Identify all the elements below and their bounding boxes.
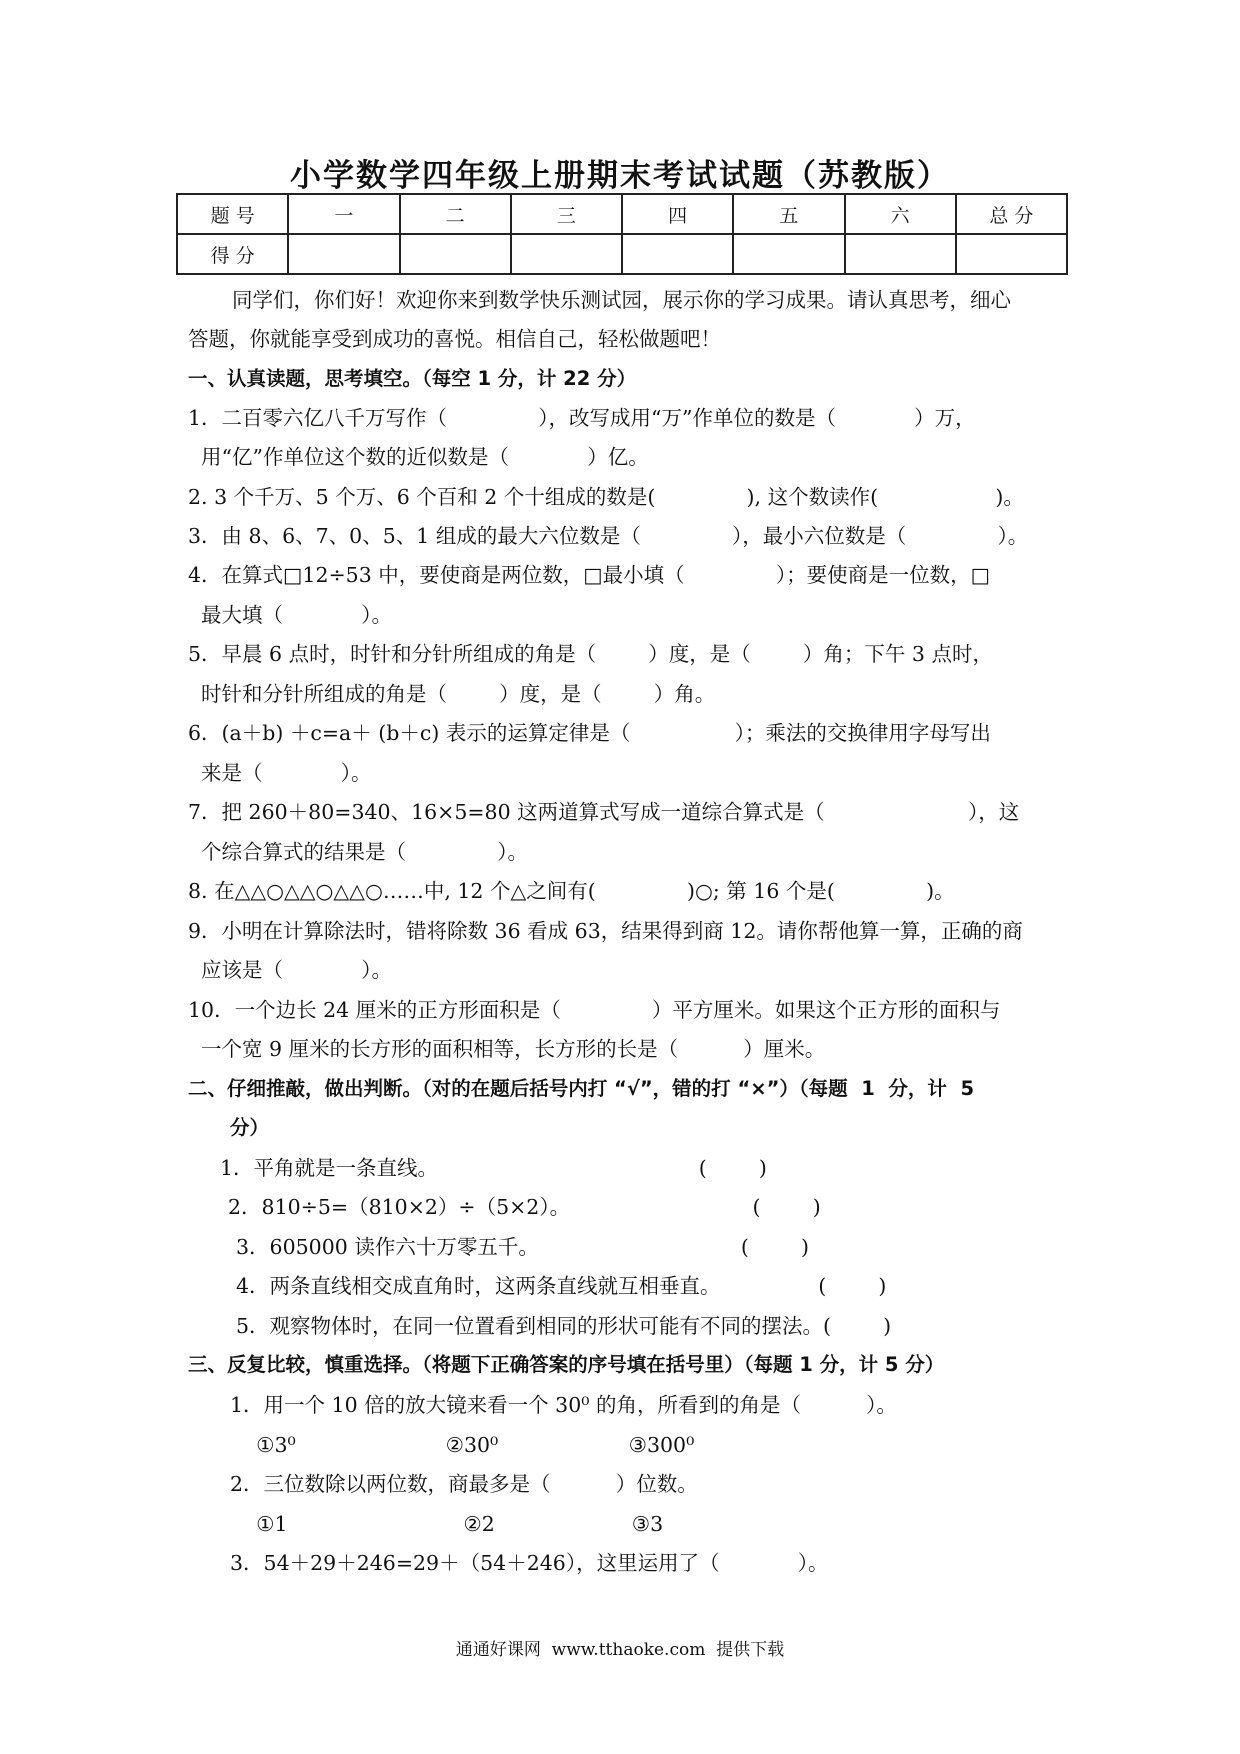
question-line: 2. 3 个千万、5 个万、6 个百和 2 个十组成的数是( ), 这个数读作( )。 (188, 485, 1024, 509)
question-line: 3．由 8、6、7、0、5、1 组成的最大六位数是（ ），最小六位数是（ ）。 (188, 524, 1029, 548)
question-line: 个综合算式的结果是（ ）。 (188, 840, 529, 864)
question-line: 时针和分针所组成的角是（ ）度，是（ ）角。 (188, 682, 716, 706)
score-table-cell: 六 (845, 194, 956, 234)
question-line: 6．(a＋b) ＋c=a＋ (b＋c) 表示的运算定律是（ ）；乘法的交换律用字母写出 (188, 721, 991, 745)
judge-line: 5．观察物体时，在同一位置看到相同的形状可能有不同的摆法。( ) (236, 1314, 892, 1338)
score-table-header-row (177, 194, 1067, 234)
judge-line: 1．平角就是一条直线。 ( ) (220, 1156, 767, 1180)
intro-line: 同学们，你们好！欢迎你来到数学快乐测试园，展示你的学习成果。请认真思考，细心 (232, 288, 1011, 312)
choice-options: ①1 ②2 ③3 (230, 1512, 664, 1536)
judge-line: 4．两条直线相交成直角时，这两条直线就互相垂直。 ( ) (236, 1274, 887, 1298)
question-line: 10．一个边长 24 厘米的正方形面积是（ ）平方厘米。如果这个正方形的面积与 (188, 998, 1001, 1022)
section2-heading-cont: 分） (230, 1116, 270, 1139)
score-table-cell: 一 (288, 194, 399, 234)
question-line: 8. 在△△○△△○△△○……中, 12 个△之间有( )○; 第 16 个是( )。 (188, 879, 955, 903)
score-table-cell: 总 分 (956, 194, 1067, 234)
score-table-cell: 三 (511, 194, 622, 234)
score-input-cell[interactable] (288, 234, 399, 274)
question-line: 来是（ ）。 (188, 761, 372, 785)
score-input-cell[interactable] (733, 234, 844, 274)
question-line: 1．二百零六亿八千万写作（ ），改写成用“万”作单位的数是（ ）万， (188, 406, 976, 430)
score-table-score-row (177, 234, 1067, 274)
section1-heading: 一、认真读题，思考填空。（每空 1 分，计 22 分） (188, 367, 637, 390)
question-line: 4．在算式□12÷53 中，要使商是两位数，□最小填（ ）；要使商是一位数，□ (188, 563, 990, 587)
intro-line: 答题，你就能享受到成功的喜悦。相信自己，轻松做题吧！ (188, 327, 721, 351)
section2-heading: 二、仔细推敲，做出判断。（对的在题后括号内打 “√”，错的打 “×”）（每题 1 分，计 5 (188, 1077, 975, 1100)
score-input-cell[interactable] (400, 234, 511, 274)
score-table-cell: 题 号 (177, 194, 288, 234)
section3-heading: 三、反复比较，慎重选择。（将题下正确答案的序号填在括号里）（每题 1 分，计 5 分） (188, 1353, 945, 1376)
score-input-cell[interactable] (845, 234, 956, 274)
score-input-cell[interactable] (956, 234, 1067, 274)
score-table-cell: 四 (622, 194, 733, 234)
score-table-cell: 得 分 (177, 234, 288, 274)
judge-line: 3．605000 读作六十万零五千。 ( ) (236, 1235, 809, 1259)
choice-line: 2．三位数除以两位数，商最多是（ ）位数。 (230, 1472, 698, 1496)
score-table (176, 193, 1068, 275)
score-table-cell: 二 (400, 194, 511, 234)
score-input-cell[interactable] (622, 234, 733, 274)
question-line: 7．把 260＋80=340、16×5=80 这两道算式写成一道综合算式是（ ），这 (188, 800, 1020, 824)
question-line: 最大填（ ）。 (188, 603, 392, 627)
score-table-cell: 五 (733, 194, 844, 234)
score-input-cell[interactable] (511, 234, 622, 274)
question-line: 用“亿”作单位这个数的近似数是（ ）亿。 (188, 445, 649, 469)
exam-title: 小学数学四年级上册期末考试试题（苏教版） (290, 158, 950, 194)
question-line: 应该是（ ）。 (188, 958, 392, 982)
question-line: 一个宽 9 厘米的长方形的面积相等，长方形的长是（ ）厘米。 (188, 1037, 826, 1061)
question-line: 5．早晨 6 点时，时针和分针所组成的角是（ ）度，是（ ）角；下午 3 点时， (188, 642, 993, 666)
judge-line: 2．810÷5=（810×2）÷（5×2）。 ( ) (228, 1195, 821, 1219)
choice-line: 3．54＋29＋246=29＋（54＋246），这里运用了（ ）。 (230, 1551, 829, 1575)
choice-options: ①3⁰ ②30⁰ ③300⁰ (230, 1433, 695, 1457)
question-line: 9．小明在计算除法时，错将除数 36 看成 63，结果得到商 12。请你帮他算一算，正确的商 (188, 919, 1023, 943)
choice-line: 1．用一个 10 倍的放大镜来看一个 30⁰ 的角，所看到的角是（ ）。 (230, 1393, 897, 1417)
footer-source: 通通好课网 www.tthaoke.com 提供下载 (455, 1640, 785, 1660)
